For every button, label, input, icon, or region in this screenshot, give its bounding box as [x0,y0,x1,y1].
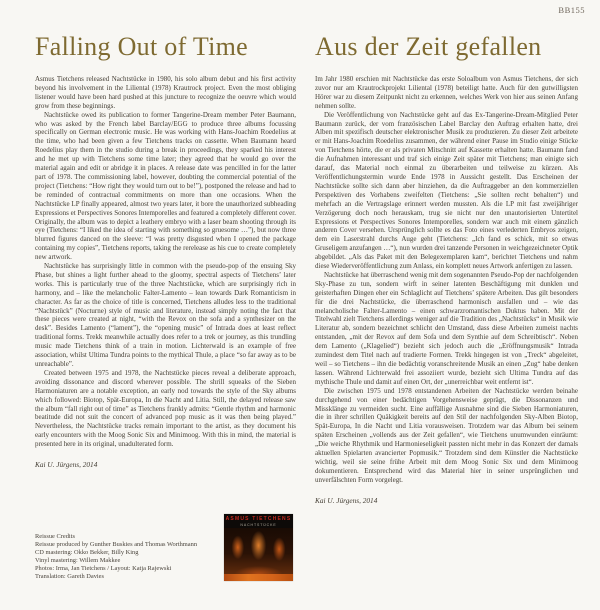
album-cover-header [224,514,293,528]
album-cover-title: NACHTSTÜCKE [240,523,277,527]
german-paragraph: Die zwischen 1975 und 1978 entstandenen Arbeiten der Nachtstücke werden beinahe durchgehend von einer bedächtigen Vorgehensweise geprägt, die Dissonanzen und Missklänge zu vermeiden sucht. Eine auffällige Ausnahme sind die Sieben Harmoniaturen, die in ihrer schrillen Quäkigkeit bereits auf den Stil der nachfolgenden Sky-Alben Biotop, Spät-Europa, In die Nacht und Litia vorausweisen. Trotzdem war das Album bei seinem späten Erscheinen „vollends aus der Zeit gefallen“, wie Tietchens unumwunden einräumt: „Die weiche Rhythmik und Harmonieseligkeit passten nicht mehr in das Konzert der damals aktuellen Spielarten avancierter Popmusik.“ Trotzdem sind dem Künstler die Nachtstücke wichtig, weil sie seine frühe Arbeit mit dem Moog Sonic Six und dem Minimoog dokumentieren. Entsprechend wird das Material hier in seiner ursprünglichen und unverfälschten Form vorgelegt. [315,386,578,484]
english-paragraph: Asmus Tietchens released Nachtstücke in 1980, his solo album debut and his first activity beyond his involvement in the Liliental (1978) Krautrock project. Even the most obliging listener would have been hard pushed at this juncture to recognize the oeuvre which would grow from these beginnings. [35,75,296,110]
german-signature: Kai U. Jürgens, 2014 [315,495,378,505]
credits-line: Vinyl mastering: Willem Makkee [35,557,121,564]
english-paragraph: Nachtstücke owed its publication to former Tangerine-Dream member Peter Baumann, who was asked by the French label Barclay/EGG to produce three albums focussing specifically on German electronic music. He was working with Hans-Joachim Roedelius at the time, who had been given a few Tietchens tracks on cassette. When Baumann heard Roedelius play them in the studio during a break in proceedings, they sparked his interest and he met up with Tietchens some time later; they agreed that he would go over the material again and edit or abridge it in places. A release date was pencilled in for the latter part of 1978. The commissioning label, however, doubting the commercial potential of the project (Tietchens: “How right they would turn out to be!”), postponed the release and had to be reminded of contractual commitments on more than one occasions. When the Nachtstücke LP finally appeared, almost two years later, it bore the unauthorized subheading Expressions et Perspectives Sonores Intemporelles and featured a completely different cover. Originally, the album was to depict a leathery embryo with a laser beam shooting through its eye (Tietchens: “I liked the idea of starting with something so gruesome …”), but now three blurred figures danced on the sleeve: “I was pretty disgusted when I opened the package containing my copies”, Tietchens reports, taking the rerelease as his cue to create completely new artwork. [35,110,296,262]
english-body [35,75,296,449]
german-column [315,33,578,505]
german-body [315,75,578,485]
credits-heading: Reissue Credits [35,533,75,540]
album-cover-footer-strip [224,574,293,581]
english-paragraph: Nachtstücke has surprisingly little in common with the pseudo-pop of the ensuing Sky Phase, but shines a light further ahead to the gloomy, spectral aspects of Tietchens’ later works. This is particularly true of the three Nachtstücke, which are surprisingly rich in harmony, and – like the melancholic Falter-Lamento – lean towards Dark Romanticism in character. As far as the choice of title is concerned, Tietchens alludes less to the traditional “Nachtstück” (Nocturne) style of music and literature, instead simply noting the fact that these pieces were created at night, “with the Revox on the sofa and a synthesizer on the desk”. Besides Lamento (“lament”), the “opening music” of Intrada does at least reflect traditional forms. Trekk meanwhile actually does refer to a trek or journey, as this trundling music made Tietchens think of a train in motion. Lichterwald is an example of free association, whilst Ultima Tundra points to the mythical Thule, a place “so far away as to be unreachable”. [35,262,296,368]
album-cover-thumbnail [224,514,293,581]
german-paragraph: Im Jahr 1980 erschien mit Nachtstücke das erste Soloalbum von Asmus Tietchens, der sich zuvor nur am Krautrockprojekt Liliental (1978) beteiligt hatte. Auch für den gutwilligsten Hörer war zu diesem Zeitpunkt nicht zu erkennen, welches Werk von hier aus seinen Anfang nehmen sollte. [315,75,578,110]
english-signature: Kai U. Jürgens, 2014 [35,460,98,470]
reissue-credits [35,533,215,581]
german-paragraph: Nachtstücke hat überraschend wenig mit dem sogenannten Pseudo-Pop der nachfolgenden Sky-Phase zu tun, sondern wirft in seiner latenten Beschäftigung mit dunklen und geisterhaften Dingen eher ein Schlaglicht auf Tietchens’ spätere Arbeiten. Das gilt besonders für die drei Nachtstücke, die überraschend harmonisch ausfallen und – wie das melancholische Falter-Lamento – einen schwarzromantischen Duktus haben. Mit der Titelwahl zielt Tietchens allerdings weniger auf die Tradition des „Nachtstücks“ in Musik wie Literatur ab, sondern bezeichnet schlicht den Umstand, dass diese Arbeiten zumeist nachts entstanden, „mit der Revox auf dem Sofa und dem Synthie auf dem Schreibtisch“. Neben dem Lamento („Klagelied“) bezieht sich jedoch auch die „Eröffnungsmusik“ Intrada zumindest dem Titel nach auf tradierte Formen. Trekk hingegen ist von „Treck“ abgeleitet, weil – so Tietchens – ihn die bedächtig voranschreitende Musik an einen „Zug“ habe denken lassen. Während Lichterwald frei assoziiert wurde, bezieht sich Ultima Tundra auf das mythische Thule und damit auf einen Ort, der „unerreichbar weit entfernt ist“. [315,270,578,386]
english-column [35,33,296,469]
album-cover-artwork [224,528,293,574]
german-paragraph: Die Veröffentlichung von Nachtstücke geht auf das Ex-Tangerine-Dream-Mitglied Peter Baumann zurück, der vom französischen Label Barclay den Auftrag erhalten hatte, drei Alben mit spezifisch deutscher elektronischer Musik zu produzieren. Zu dieser Zeit arbeitete er mit Hans-Joachim Roedelius zusammen, der während einer Pause im Studio einige Stücke von Tietchens hörte, die er als privaten Mitschnitt auf Kassette erhalten hatte. Baumann fand die Aufnahmen interessant und traf sich einige Zeit später mit Tietchens; man einigte sich darauf, das Material noch einmal zu überarbeiten und teilweise zu kürzen. Als Veröffentlichungstermin wurde Ende 1978 in Aussicht gestellt. Das Erscheinen der Nachtstücke sollte sich dann aber hinziehen, da die Auftraggeber an den kommerziellen Perspektiven des Vorhabens zweifelten (Tietchens: „Sie sollten recht behalten“) und mehrfach an die Vertragslage erinnert werden mussten. Als die LP mit fast zweijähriger Verzögerung doch noch herauskam, trug sie nicht nur den unautorisierten Untertitel Expressions et Perspectives Sonores Intemporelles, sondern war auch mit einem gänzlich anderen Cover versehen. Ursprünglich sollte es das Foto eines verlederten Embryos zeigen, dem ein Laserstrahl durchs Auge geht (Tietchens: „Ich fand es schick, mit so etwas Gruseligem anzufangen …“), nun wurden drei tanzende Personen in weichgezeichneter Optik abgebildet. „Als das Paket mit den Belegexemplaren kam“, berichtet Tietchens und nahm diese Wiederveröffentlichung zum Anlass, ein komplett neues Artwork anfertigen zu lassen. [315,110,578,271]
album-cover-artist: ASMUS TIETCHENS [225,516,292,522]
german-title: Aus der Zeit gefallen [315,32,542,61]
english-title: Falling Out of Time [35,32,249,61]
credits-line: Photos: Irma, Jan Tietchens / Layout: Katja Rajewski [35,565,172,572]
credits-line: CD mastering: Okko Bekker, Billy King [35,549,139,556]
english-paragraph: Created between 1975 and 1978, the Nachtstücke pieces reveal a deliberate approach, avoiding dissonance and discord wherever possible. The shrill squeaks of the Sieben Harmoniaturen are a notable exception, an early nod towards the style of the Sky albums which followed: Biotop, Spät-Europa, In die Nacht and Litia. Still, the delayed release saw the album “fall right out of time” as Tietchens frankly admits: “Gentle rhythm and harmonic beatitude did not suit the concert of advanced pop music as it was then being played.” Nevertheless, the Nachtstücke tracks remain important to the artist, as they document his early encounters with the Moog Sonic Six and Minimoog. With this in mind, the material is presented here in its original, unadulterated form. [35,368,296,449]
credits-line: Reissue produced by Gunther Buskies and Thomas Worthmann [35,541,198,548]
credits-line: Translation: Gareth Davies [35,573,104,580]
catalog-number: BB155 [558,5,585,15]
